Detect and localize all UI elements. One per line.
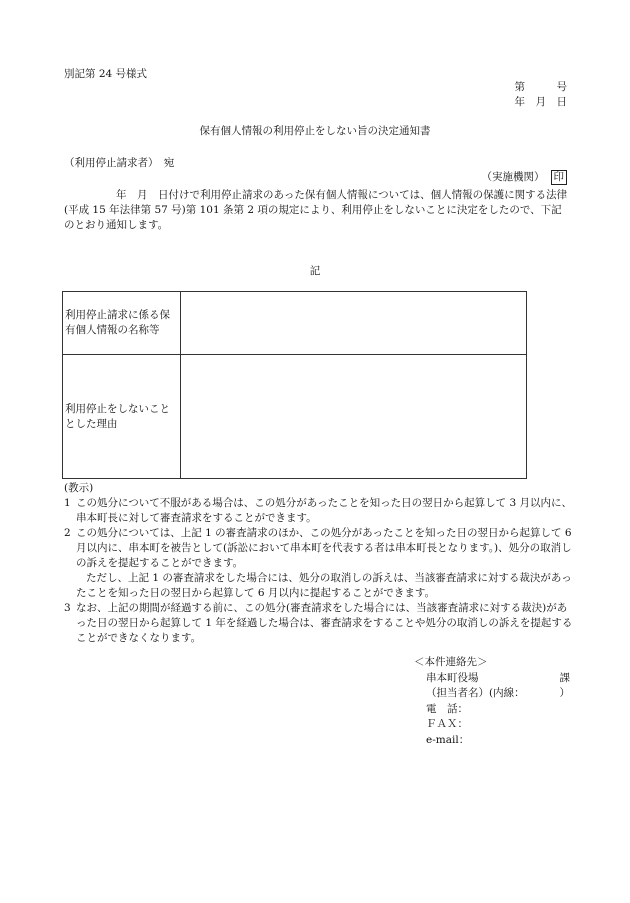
contact-block	[414, 655, 574, 748]
addressee: （利用停止請求者） 宛	[64, 157, 175, 169]
body-paragraph: 年 月 日付けで利用停止請求のあった保有個人情報については、個人情報の保護に関する法律(平成 15 年法律第 57 号)第 101 条第 2 項の規定により、利用停止をしないことに決定をしたので、下記のとおり通知します。	[64, 189, 568, 231]
item-text: この処分については、上記 1 の審査請求のほか、この処分があったことを知った日の翌日から起算して 6 月以内に、串本町を被告として(訴訟において串本町を代表する者は串本町長となります。)、処分の取消しの訴えを提起することができます。	[76, 527, 572, 569]
issuer-label: （実施機関）	[481, 171, 545, 183]
instruction-item	[64, 601, 574, 646]
section-label: 課	[559, 671, 570, 684]
table-row	[63, 355, 526, 478]
person-label: （担当者名）(内線：	[426, 687, 525, 699]
person-close: ）	[559, 687, 570, 699]
row-label-reason: 利用停止をしないこととした理由	[63, 355, 181, 478]
contact-person	[414, 686, 574, 702]
document-date: 年 月 日	[514, 96, 567, 108]
instruction-item	[64, 526, 574, 571]
instructions	[64, 481, 574, 646]
row-label-info-name: 利用停止請求に係る保有個人情報の名称等	[63, 292, 181, 354]
contact-email: e-mail：	[426, 733, 470, 746]
document-number: 第 号	[514, 81, 567, 93]
item-number: 2	[64, 527, 71, 539]
item-number: 3	[64, 602, 71, 614]
issuer	[482, 170, 568, 185]
page-title: 保有個人情報の利用停止をしない旨の決定通知書	[199, 125, 431, 137]
ki-heading: 記	[309, 265, 321, 277]
seal-mark: 印	[551, 170, 568, 185]
decision-table	[62, 291, 527, 479]
item-text: なお、上記の期間が経過する前に、この処分(審査請求をした場合には、当該審査請求に対する裁決)があった日の翌日から起算して 1 年を経過した場合は、審査請求をすることや処分の取消しの訴えを提起することができなくなります。	[76, 602, 573, 644]
item-number: 1	[64, 497, 71, 509]
instructions-heading: (教示)	[64, 482, 94, 494]
instruction-subitem: ただし、上記 1 の審査請求をした場合には、処分の取消しの訴えは、当該審査請求に対する裁決があったことを知った日の翌日から起算して 6 月以内に提起することができます。	[76, 572, 572, 599]
instruction-item	[64, 496, 574, 526]
contact-fax: ＦＡＸ：	[426, 718, 468, 730]
document-number-date	[515, 80, 568, 110]
item-text: この処分について不服がある場合は、この処分があったことを知った日の翌日から起算して 3 月以内に、串本町長に対して審査請求をすることができます。	[76, 497, 573, 524]
contact-heading: ＜本件連絡先＞	[414, 656, 488, 668]
contact-tel: 電 話：	[426, 702, 468, 715]
contact-office	[414, 671, 574, 687]
table-row	[63, 292, 526, 355]
form-number: 別記第 24 号様式	[64, 68, 148, 80]
office-name: 串本町役場	[426, 671, 479, 684]
